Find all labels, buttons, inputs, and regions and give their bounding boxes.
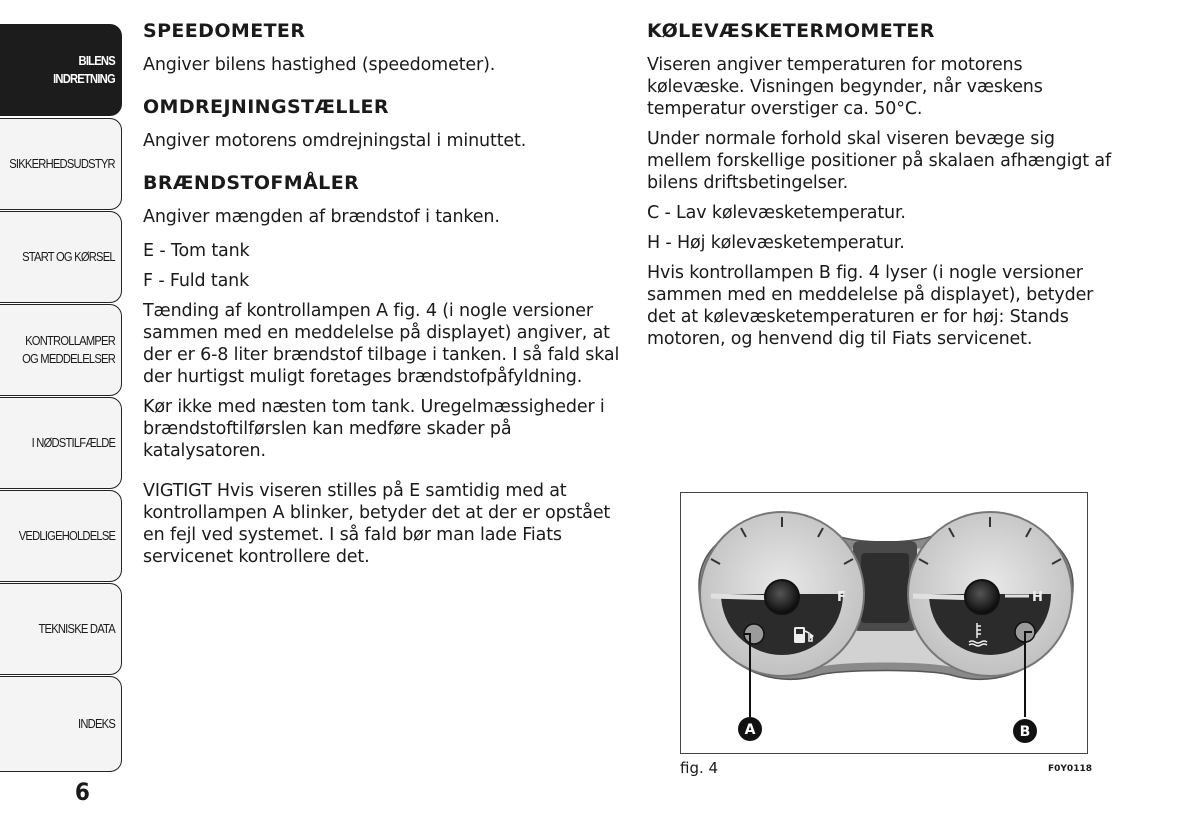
fuel-gauge-intro: Angiver mængden af brændstof i tanken. (143, 207, 500, 227)
fuel-warning-lamp-text: Tænding af kontrollampen A fig. 4 (i nogle versioner sammen med en meddelelse på displayet) angiver, at der er 6-8 liter brændstof tilbage i tanken. I så fald skal der hurtigst muligt foretages brændstofpåfyldning. (143, 301, 620, 387)
figure-caption: fig. 4 (680, 759, 719, 777)
speedometer-text: Angiver bilens hastighed (speedometer). (143, 55, 496, 75)
tab-label: INDEKS (78, 716, 115, 731)
tachometer-text: Angiver motorens omdrejningstal i minuttet. (143, 131, 527, 151)
fuel-gauge-hub (765, 580, 799, 614)
left-column (143, 18, 621, 568)
coolant-text-1: Viseren angiver temperaturen for motorens kølevæske. Visningen begynder, når væskens temperatur overstiger ca. 50°C. (647, 55, 1043, 119)
tab-label: VEDLIGEHOLDELSE (18, 528, 115, 543)
tab-vedligeholdelse[interactable] (0, 490, 122, 582)
fuel-gauge-heading: BRÆNDSTOFMÅLER (143, 172, 360, 194)
tab-bilens-indretning[interactable] (0, 24, 122, 116)
tab-sikkerhedsudstyr[interactable] (0, 118, 122, 210)
tab-i-nodstilfaelde[interactable] (0, 397, 122, 489)
tab-label: KONTROLLAMPER OG MEDDELELSER (22, 333, 116, 366)
tab-label: I NØDSTILFÆLDE (31, 435, 115, 450)
tab-start-og-korsel[interactable] (0, 211, 122, 303)
coolant-gauge-hub (965, 580, 999, 614)
tab-indeks[interactable] (0, 676, 122, 772)
tab-label: START OG KØRSEL (22, 249, 115, 264)
chapter-tabs (0, 0, 124, 823)
gauge-illustration (681, 493, 1088, 754)
coolant-h-label: H - Høj kølevæsketemperatur. (647, 233, 905, 253)
tab-label: TEKNISKE DATA (38, 621, 115, 636)
tab-label: SIKKERHEDSUDSTYR (9, 156, 115, 171)
tab-kontrollamper[interactable] (0, 304, 122, 396)
callout-b-label: B (1019, 724, 1031, 740)
speedometer-heading: SPEEDOMETER (143, 20, 306, 42)
tab-label: BILENS INDRETNING (53, 53, 115, 86)
page-number: 6 (74, 778, 90, 806)
fuel-caution-text: Kør ikke med næsten tom tank. Uregelmæssigheder i brændstoftilførslen kan medføre skader på katalysatoren. (143, 397, 605, 461)
coolant-text-2: Under normale forhold skal viseren bevæge sig mellem forskellige positioner på skalaen afhængigt af bilens driftsbetingelser. (647, 129, 1111, 193)
right-column (647, 18, 1117, 350)
coolant-text-3: Hvis kontrollampen B fig. 4 lyser (i nogle versioner sammen med en meddelelse på displayet), betyder det at kølevæsketemperaturen er for høj: Stands motoren, og henvend dig til Fiats servicenet. (647, 263, 1094, 349)
tachometer-heading: OMDREJNINGSTÆLLER (143, 96, 389, 118)
tab-tekniske-data[interactable] (0, 583, 122, 675)
coolant-heading: KØLEVÆSKETERMOMETER (647, 20, 935, 42)
fuel-full-mark: F (837, 590, 846, 605)
fuel-important-text: VIGTIGT Hvis viseren stilles på E samtidig med at kontrollampen A blinker, betyder det at der er opstået en fejl ved systemet. I så fald bør man lade Fiats servicenet kontrollere det. (143, 481, 611, 567)
center-display (861, 553, 909, 623)
fuel-f-label: F - Fuld tank (143, 271, 250, 291)
coolant-high-mark: H (1032, 590, 1043, 605)
figure-code: F0Y0118 (1048, 764, 1092, 774)
instrument-cluster-figure (680, 492, 1088, 754)
fuel-e-label: E - Tom tank (143, 241, 250, 261)
callout-a-label: A (744, 722, 756, 738)
coolant-c-label: C - Lav kølevæsketemperatur. (647, 203, 906, 223)
